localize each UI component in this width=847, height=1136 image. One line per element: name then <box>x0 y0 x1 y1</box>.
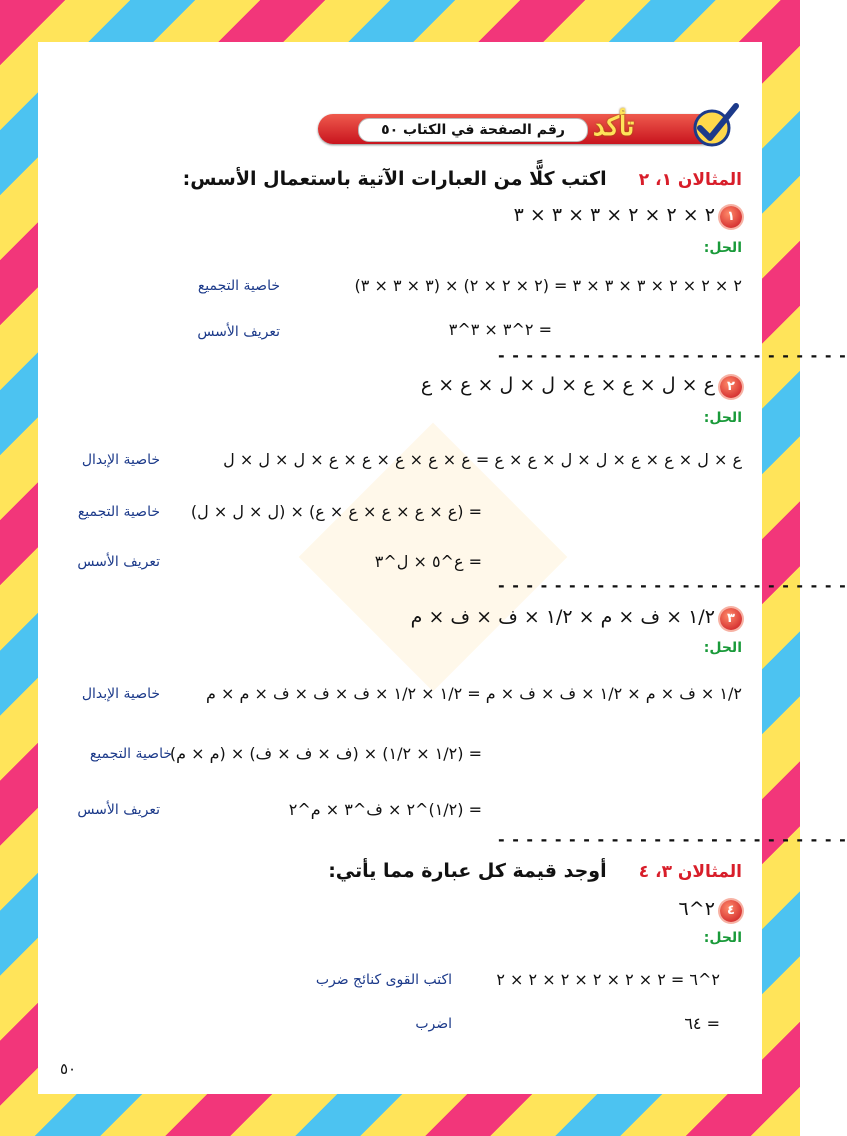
q4-step-2: = ٦٤ <box>684 1014 720 1033</box>
solution-label: الحل: <box>703 410 742 426</box>
examples-heading-2 <box>328 860 742 882</box>
checkmark-icon <box>690 102 740 152</box>
q3-step-2: = (١/٢ × ١/٢) × (ف × ف × ف) × (م × م) <box>169 744 482 763</box>
question-expression: ١/٢ × ف × م × ١/٢ × ف × ف × م <box>410 606 715 628</box>
q4-step-1-property: اكتب القوى كنائج ضرب <box>315 972 452 988</box>
instruction-text: اكتب كلًّا من العبارات الآتية باستعمال الأسس: <box>182 168 607 190</box>
question-1 <box>514 204 742 228</box>
page-number: ٥٠ <box>60 1060 77 1078</box>
q1-step-1-property: خاصية التجميع <box>197 278 280 294</box>
q3-step-3: = (١/٢)^٢ × ف^٣ × م^٢ <box>288 800 482 819</box>
banner-title: تأكد <box>593 112 635 142</box>
q2-step-3-property: تعريف الأسس <box>77 554 160 570</box>
q3-step-2-property: خاصية التجميع <box>89 746 172 762</box>
q1-step-2-property: تعريف الأسس <box>197 324 280 340</box>
q3-step-3-property: تعريف الأسس <box>77 802 160 818</box>
check-banner <box>318 108 738 148</box>
divider: - - - - - - - - - - - - - - - - - - - - - - - - - <box>498 346 847 365</box>
q1-step-1: ٢ × ٢ × ٢ × ٣ × ٣ × ٣ = (٢ × ٢ × ٢) × (٣ × ٣ × ٣) <box>354 276 742 295</box>
divider: - - - - - - - - - - - - - - - - - - - - - - - - - <box>498 830 847 849</box>
examples-heading-1 <box>183 168 742 190</box>
q2-step-1: ع × ل × ع × ع × ل × ل × ع × ع = ع × ع × ع × ع × ع × ل × ل × ل <box>223 450 742 469</box>
divider: - - - - - - - - - - - - - - - - - - - - - - - - - <box>498 576 847 595</box>
solution-label: الحل: <box>703 240 742 256</box>
solution-label: الحل: <box>703 930 742 946</box>
q4-step-2-property: اضرب <box>415 1016 452 1032</box>
page-reference: رقم الصفحة في الكتاب ٥٠ <box>358 118 588 142</box>
q3-step-1: ١/٢ × ف × م × ١/٢ × ف × ف × م = ١/٢ × ١/٢ × ف × ف × ف × م × م <box>206 684 742 703</box>
question-expression: ٢ × ٢ × ٢ × ٣ × ٣ × ٣ <box>513 204 715 226</box>
question-4 <box>679 898 742 922</box>
solution-label: الحل: <box>703 640 742 656</box>
examples-label: المثالان ٣، ٤ <box>638 862 742 882</box>
question-number-badge: ٣ <box>720 608 742 630</box>
q2-step-1-property: خاصية الإبدال <box>81 452 160 468</box>
instruction-text: أوجد قيمة كل عبارة مما يأتي: <box>328 860 607 882</box>
question-number-badge: ١ <box>720 206 742 228</box>
question-number-badge: ٢ <box>720 376 742 398</box>
question-3 <box>411 606 742 630</box>
examples-label: المثالان ١، ٢ <box>638 170 742 190</box>
question-number-badge: ٤ <box>720 900 742 922</box>
q2-step-2: = (ع × ع × ع × ع × ع) × (ل × ل × ل) <box>190 502 482 521</box>
q3-step-1-property: خاصية الإبدال <box>81 686 160 702</box>
q1-step-2: = ٢^٣ × ٣^٣ <box>448 320 552 339</box>
question-expression: ع × ل × ع × ع × ل × ل × ع × ع <box>420 374 715 396</box>
q4-step-1: ٢^٦ = ٢ × ٢ × ٢ × ٢ × ٢ × ٢ <box>496 970 720 989</box>
question-2 <box>421 374 742 398</box>
q2-step-2-property: خاصية التجميع <box>77 504 160 520</box>
q2-step-3: = ع^٥ × ل^٣ <box>374 552 482 571</box>
question-expression: ٢^٦ <box>678 898 715 920</box>
